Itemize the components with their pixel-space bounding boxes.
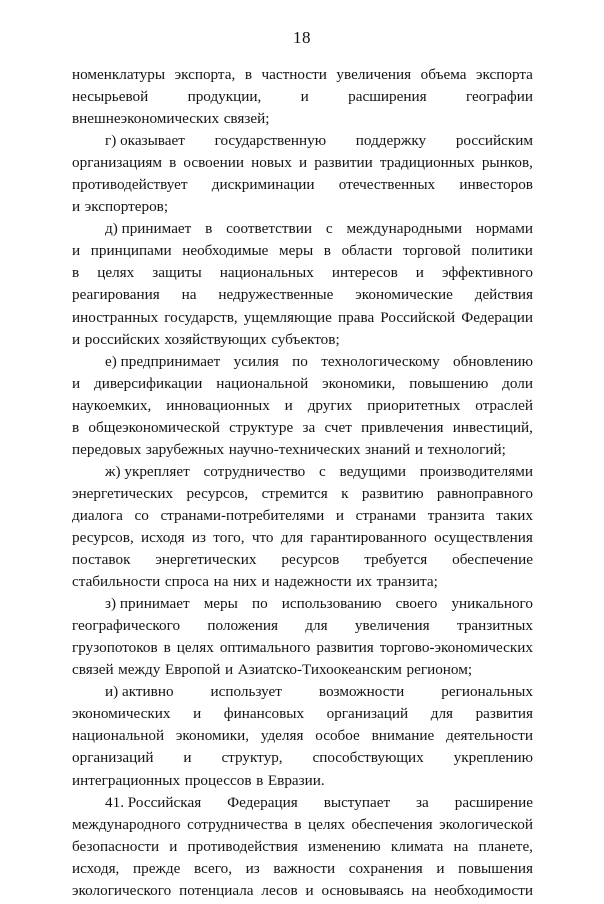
word: права <box>338 308 375 326</box>
word: стремится <box>261 484 328 502</box>
word: способствующих <box>312 749 424 767</box>
word: на <box>453 837 469 855</box>
word: в <box>323 242 331 260</box>
word: обновлению <box>453 352 533 370</box>
word: принципами <box>90 242 172 260</box>
word: таких <box>496 506 533 524</box>
paragraph <box>72 353 533 463</box>
word: сотрудничества <box>187 815 288 833</box>
text-line <box>72 661 533 683</box>
word: национальной <box>72 727 165 745</box>
word: диалога <box>72 506 123 524</box>
word: структур, <box>221 749 283 767</box>
word: расширение <box>454 793 533 811</box>
word: спроса <box>164 573 209 591</box>
word: и <box>414 440 424 458</box>
word: з) принимает <box>105 595 190 613</box>
word: требуется <box>364 551 428 569</box>
word: лесов <box>261 881 298 899</box>
word: и <box>183 749 192 767</box>
word: меры <box>203 595 238 613</box>
text-line <box>72 309 533 331</box>
word: производителями <box>419 462 533 480</box>
word: энергетических <box>72 484 174 502</box>
word: экологической <box>439 815 533 833</box>
word: международного <box>72 815 181 833</box>
word: и <box>298 154 308 172</box>
word: финансовых <box>223 705 305 723</box>
text-line <box>72 198 533 220</box>
word: государственную <box>214 132 327 150</box>
text-line <box>72 595 533 617</box>
word: экономики, <box>175 727 250 745</box>
word: обеспечение <box>452 551 533 569</box>
word: для <box>430 705 454 723</box>
word: экспортеров; <box>84 198 169 216</box>
word: торгово-экономических <box>379 639 533 657</box>
word: процессов <box>184 771 252 789</box>
word: организациям <box>72 154 163 172</box>
word: со <box>134 506 149 524</box>
word: по <box>292 352 308 370</box>
word: своего <box>395 595 438 613</box>
word: приоритетных <box>367 396 461 414</box>
text-line <box>72 264 533 286</box>
text-line <box>72 617 533 639</box>
word: поставок <box>72 551 131 569</box>
word: по <box>251 595 268 613</box>
word: обеспечения <box>351 815 433 833</box>
word: безопасности <box>72 837 160 855</box>
word: странами-потребителями <box>160 506 325 524</box>
word: в <box>244 66 252 83</box>
word: потенциала <box>179 881 254 899</box>
text-line <box>72 860 533 882</box>
word: планете, <box>478 837 533 855</box>
word: и <box>72 330 81 348</box>
word: и <box>415 264 424 282</box>
text-line <box>72 154 533 176</box>
word: уделяя <box>260 727 304 745</box>
text-line <box>72 749 533 771</box>
word: противодействует <box>72 176 188 194</box>
word: недружественные <box>218 286 334 304</box>
word: инвесторов <box>459 176 533 194</box>
word: них <box>233 573 257 591</box>
word: интересов <box>331 264 398 282</box>
word: ж) укрепляет <box>105 462 190 480</box>
word: ущемляющие <box>243 308 332 326</box>
word: и <box>72 198 81 216</box>
word: деятельности <box>446 727 533 745</box>
text-line <box>72 441 533 463</box>
word: других <box>307 396 353 414</box>
word: выступает <box>323 793 391 811</box>
word: с <box>319 462 326 480</box>
word: и <box>300 88 309 106</box>
word: Российской <box>380 308 456 326</box>
word: развития <box>475 705 533 723</box>
text-line <box>72 705 533 727</box>
paragraph <box>72 595 533 683</box>
text-line <box>72 485 533 507</box>
word: традиционных <box>379 154 475 172</box>
word: экспорта <box>475 66 533 83</box>
paragraph <box>72 463 533 595</box>
word: эффективного <box>441 264 533 282</box>
word: интеграционных <box>72 771 181 789</box>
word: организаций <box>72 749 154 767</box>
text-line <box>72 110 533 132</box>
paragraph <box>72 132 533 220</box>
word: положения <box>207 617 278 635</box>
text-line <box>72 639 533 661</box>
word: экспорта, <box>174 66 236 83</box>
word: исходя, <box>72 859 120 877</box>
word: диверсификации <box>93 374 203 392</box>
word: связей <box>72 661 114 679</box>
word: целях <box>308 815 346 833</box>
word: новых <box>251 154 292 172</box>
word: между <box>118 661 161 679</box>
word: 41. Российская <box>105 793 202 811</box>
word: оптимального <box>219 639 311 657</box>
word: иностранных <box>72 308 159 326</box>
word: и <box>305 881 314 899</box>
word: транзита <box>427 506 485 524</box>
word: инвестиций, <box>452 418 533 436</box>
word: прежде <box>132 859 181 877</box>
word: увеличения <box>336 66 412 83</box>
word: изменению <box>308 837 381 855</box>
word: знаний <box>365 440 411 458</box>
word: в <box>72 264 80 282</box>
word: субъектов; <box>271 330 340 348</box>
word: использованию <box>281 595 382 613</box>
word: е) предпринимает <box>105 352 221 370</box>
word: ведущими <box>339 462 407 480</box>
text-line <box>72 375 533 397</box>
text-line <box>72 220 533 242</box>
word: и <box>169 837 178 855</box>
word: Европой <box>164 661 221 679</box>
word: на <box>411 881 427 899</box>
word: экономические <box>355 286 453 304</box>
word: сохранения <box>348 859 423 877</box>
word: экологического <box>72 881 172 899</box>
word: передовых <box>72 440 142 458</box>
word: из <box>191 528 207 546</box>
word: российским <box>455 132 533 150</box>
word: за <box>416 793 429 811</box>
word: стабильности <box>72 573 161 591</box>
word: региональных <box>441 683 533 701</box>
word: дискриминации <box>211 176 315 194</box>
word: внимание <box>371 727 435 745</box>
text-line <box>72 529 533 551</box>
word: укреплению <box>453 749 533 767</box>
word: их <box>356 573 372 591</box>
text-line <box>72 286 533 308</box>
word: особое <box>315 727 360 745</box>
text-line <box>72 66 533 88</box>
word: торговой <box>402 242 461 260</box>
word: Федерация <box>227 793 298 811</box>
paragraph <box>72 66 533 132</box>
word: действия <box>474 286 533 304</box>
word: частности <box>261 66 327 83</box>
word: хозяйствующих <box>164 330 267 348</box>
word: несырьевой <box>72 88 149 106</box>
word: экономики, <box>322 374 396 392</box>
word: счет <box>324 418 352 436</box>
text-line <box>72 353 533 375</box>
text-line <box>72 573 533 595</box>
word: реагирования <box>72 286 160 304</box>
word: и <box>261 573 270 591</box>
word: в <box>256 771 264 789</box>
word: осуществления <box>434 528 533 546</box>
text-line <box>72 176 533 198</box>
word: возможности <box>318 683 405 701</box>
word: в <box>169 154 177 172</box>
word: номенклатуры <box>72 66 166 83</box>
word: для <box>305 617 328 635</box>
word: меры <box>279 242 314 260</box>
word: д) принимает <box>105 220 192 238</box>
word: необходимости <box>434 881 533 899</box>
word: и) активно <box>105 683 174 701</box>
word: транзита; <box>376 573 438 591</box>
word: за <box>302 418 316 436</box>
word: на <box>181 286 197 304</box>
word: и <box>72 374 81 392</box>
word: географии <box>465 88 533 106</box>
word: климата <box>390 837 444 855</box>
word: надежности <box>274 573 352 591</box>
word: в <box>205 220 213 238</box>
word: защиты <box>152 264 202 282</box>
word: Евразии. <box>267 771 325 789</box>
word: усилия <box>233 352 279 370</box>
word: повышения <box>458 859 533 877</box>
word: технологий; <box>427 440 506 458</box>
word: зарубежных <box>145 440 225 458</box>
paragraph <box>72 794 533 904</box>
text-line <box>72 882 533 904</box>
word: национальных <box>219 264 314 282</box>
word: странами <box>355 506 417 524</box>
word: и <box>436 859 445 877</box>
word: структуре <box>229 418 294 436</box>
text-line <box>72 88 533 110</box>
word: всего, <box>194 859 233 877</box>
word: географического <box>72 617 181 635</box>
word: нормами <box>475 220 533 238</box>
word: к <box>341 484 349 502</box>
text-line <box>72 551 533 573</box>
word: и <box>193 705 202 723</box>
word: сотрудничество <box>203 462 306 480</box>
word: поддержку <box>355 132 427 150</box>
word: в <box>163 639 171 657</box>
word: общеэкономической <box>88 418 220 436</box>
word: противодействия <box>187 837 298 855</box>
page-number: 18 <box>293 28 311 47</box>
paragraph <box>72 683 533 793</box>
word: инновационных <box>166 396 270 414</box>
word: в <box>294 815 302 833</box>
text-line <box>72 397 533 419</box>
word: технологическому <box>321 352 440 370</box>
word: политики <box>471 242 533 260</box>
word: наукоемких, <box>72 396 152 414</box>
word: регионом; <box>406 661 473 679</box>
word: использует <box>210 683 282 701</box>
word: развитию <box>361 484 424 502</box>
word: уникального <box>451 595 533 613</box>
word: области <box>341 242 393 260</box>
word: освоении <box>183 154 245 172</box>
word: привлечения <box>361 418 444 436</box>
word: государств, <box>164 308 238 326</box>
word: на <box>213 573 229 591</box>
word: российских <box>84 330 160 348</box>
text-line <box>72 772 533 794</box>
word: целях <box>97 264 135 282</box>
text-line <box>72 132 533 154</box>
word: рынков, <box>481 154 533 172</box>
word: и <box>225 661 234 679</box>
word: и <box>72 242 81 260</box>
word: исходя <box>141 528 185 546</box>
word: целях <box>176 639 214 657</box>
text-line <box>72 683 533 705</box>
word: ресурсов <box>281 551 340 569</box>
word: развитии <box>314 154 373 172</box>
word: транзитных <box>457 617 533 635</box>
text-line <box>72 727 533 749</box>
word: связей; <box>223 110 270 128</box>
word: Азиатско-Тихоокеанским <box>237 661 402 679</box>
text-line <box>72 419 533 441</box>
word: основываясь <box>321 881 404 899</box>
word: объема <box>420 66 467 83</box>
word: национальной <box>216 374 309 392</box>
word: что <box>251 528 274 546</box>
word: расширения <box>348 88 427 106</box>
text-line <box>72 816 533 838</box>
word: отечественных <box>338 176 436 194</box>
word: с <box>325 220 333 238</box>
word: для <box>280 528 304 546</box>
word: Федерации <box>461 308 533 326</box>
word: ресурсов, <box>186 484 249 502</box>
word: ресурсов, <box>72 528 134 546</box>
word: грузопотоков <box>72 639 158 657</box>
word: организаций <box>326 705 409 723</box>
word: международными <box>346 220 463 238</box>
text-line <box>72 331 533 353</box>
text-line <box>72 838 533 860</box>
word: в <box>72 418 80 436</box>
word: экономических <box>72 705 171 723</box>
word: и <box>335 506 344 524</box>
word: развития <box>316 639 374 657</box>
word: увеличения <box>354 617 430 635</box>
text-line <box>72 794 533 816</box>
word: гарантированного <box>310 528 427 546</box>
text-line <box>72 507 533 529</box>
word: внешнеэкономических <box>72 110 220 128</box>
word: необходимые <box>182 242 269 260</box>
document-body-text <box>72 66 533 904</box>
word: того, <box>213 528 245 546</box>
word: и <box>284 396 293 414</box>
text-line <box>72 463 533 485</box>
word: отраслей <box>475 396 533 414</box>
paragraph <box>72 220 533 352</box>
word: доли <box>502 374 533 392</box>
word: соответствии <box>226 220 312 238</box>
word: энергетических <box>155 551 257 569</box>
text-line <box>72 242 533 264</box>
word: научно-технических <box>228 440 361 458</box>
word: из <box>245 859 260 877</box>
word: важности <box>273 859 336 877</box>
word: г) оказывает <box>105 132 185 150</box>
word: равноправного <box>436 484 533 502</box>
word: продукции, <box>187 88 262 106</box>
word: повышению <box>409 374 489 392</box>
